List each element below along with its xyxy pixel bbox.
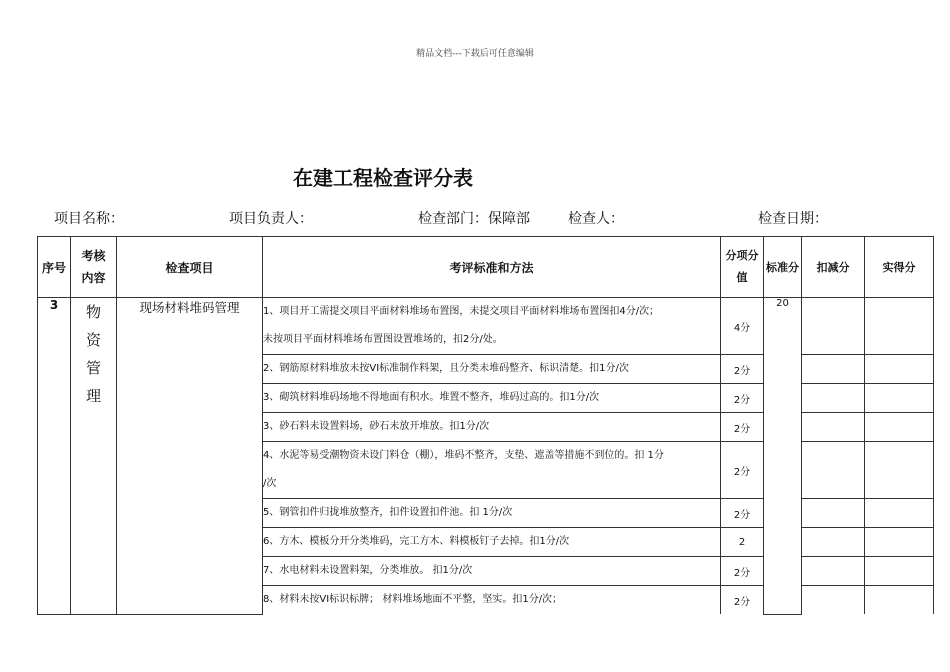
- criteria-cell: 8、材料未按VI标识标牌； 材料堆场地面不平整，坚实。扣1分/次；: [263, 586, 721, 615]
- section-seq: 3: [38, 298, 71, 615]
- points-cell: 2: [721, 528, 764, 557]
- category-char: 管: [85, 359, 101, 377]
- header-actual: 实得分: [865, 237, 934, 298]
- deduct-cell[interactable]: [802, 298, 865, 355]
- actual-cell[interactable]: [865, 442, 934, 499]
- criteria-cell: 5、钢管扣件归拢堆放整齐，扣件设置扣件池。扣 1分/次: [263, 499, 721, 528]
- deduct-cell[interactable]: [802, 355, 865, 384]
- header-seq: 序号: [38, 237, 71, 298]
- deduct-cell[interactable]: [802, 528, 865, 557]
- actual-cell[interactable]: [865, 298, 934, 355]
- section-category: [71, 298, 117, 615]
- actual-cell[interactable]: [865, 384, 934, 413]
- project-name-label: 项目名称：: [54, 211, 124, 227]
- points-cell: 2分: [721, 442, 764, 499]
- criteria-cell: [263, 298, 721, 355]
- header-criteria: 考评标准和方法: [263, 237, 721, 298]
- inspection-dept-label: 检查部门：保障部: [418, 211, 530, 227]
- points-cell: 2分: [721, 355, 764, 384]
- header-points: [721, 237, 764, 298]
- header-standard: 标准分: [764, 237, 802, 298]
- points-cell: 2分: [721, 384, 764, 413]
- header-category-line2: 内容: [81, 271, 106, 285]
- criteria-line: 未按项目平面材料堆场布置图设置堆场的，扣2分/处。: [263, 334, 503, 345]
- inspection-date-label: 检查日期：: [758, 211, 828, 227]
- criteria-cell: 3、砂石料未设置料场，砂石未放开堆放。扣1分/次: [263, 413, 721, 442]
- deduct-cell[interactable]: [802, 442, 865, 499]
- points-cell: 2分: [721, 557, 764, 586]
- criteria-line: /次: [263, 478, 277, 489]
- section-standard: 20: [764, 298, 802, 615]
- header-points-line2: 值: [736, 271, 748, 284]
- inspection-table: [37, 236, 933, 615]
- header-category: [71, 237, 117, 298]
- criteria-cell: [263, 442, 721, 499]
- criteria-cell: 2、钢筋原材料堆放未按VI标准制作料架，且分类未堆码整齐、标识清楚。扣1分/次: [263, 355, 721, 384]
- points-cell: 2分: [721, 499, 764, 528]
- category-char: 理: [85, 387, 101, 405]
- header-item: 检查项目: [117, 237, 263, 298]
- deduct-cell[interactable]: [802, 413, 865, 442]
- actual-cell[interactable]: [865, 355, 934, 384]
- deduct-cell[interactable]: [802, 499, 865, 528]
- criteria-line: 1、项目开工需提交项目平面材料堆场布置图，未提交项目平面材料堆场布置图扣4分/次；: [263, 306, 660, 317]
- points-cell: 2分: [721, 586, 764, 615]
- criteria-line: 4、水泥等易受潮物资未设门料仓（棚），堆码不整齐，支垫、遮盖等措施不到位的。扣 1分: [263, 450, 664, 461]
- header-deduct: 扣减分: [802, 237, 865, 298]
- header-category-line1: 考核: [81, 249, 106, 263]
- actual-cell[interactable]: [865, 413, 934, 442]
- section-item: 现场材料堆码管理: [117, 298, 263, 615]
- header-note: 精品文档---下载后可任意编辑: [416, 49, 534, 59]
- actual-cell[interactable]: [865, 499, 934, 528]
- actual-cell[interactable]: [865, 557, 934, 586]
- deduct-cell[interactable]: [802, 557, 865, 586]
- criteria-cell: 3、砌筑材料堆码场地不得地面有积水。堆置不整齐，堆码过高的。扣1分/次: [263, 384, 721, 413]
- category-char: 资: [85, 331, 101, 349]
- points-cell: 4分: [721, 298, 764, 355]
- criteria-cell: 7、水电材料未设置料架，分类堆放。 扣1分/次: [263, 557, 721, 586]
- points-cell: 2分: [721, 413, 764, 442]
- deduct-cell[interactable]: [802, 384, 865, 413]
- table-header-row: [38, 237, 934, 298]
- criteria-cell: 6、方木、模板分开分类堆码，完工方木、料模板钉子去掉。扣1分/次: [263, 528, 721, 557]
- actual-cell[interactable]: [865, 586, 934, 615]
- actual-cell[interactable]: [865, 528, 934, 557]
- header-points-line1: 分项分: [725, 249, 759, 262]
- table-row: [38, 298, 934, 355]
- deduct-cell[interactable]: [802, 586, 865, 615]
- inspector-label: 检查人：: [568, 211, 624, 227]
- document-title: 在建工程检查评分表: [293, 166, 473, 190]
- category-char: 物: [85, 303, 101, 321]
- project-owner-label: 项目负责人：: [229, 211, 313, 227]
